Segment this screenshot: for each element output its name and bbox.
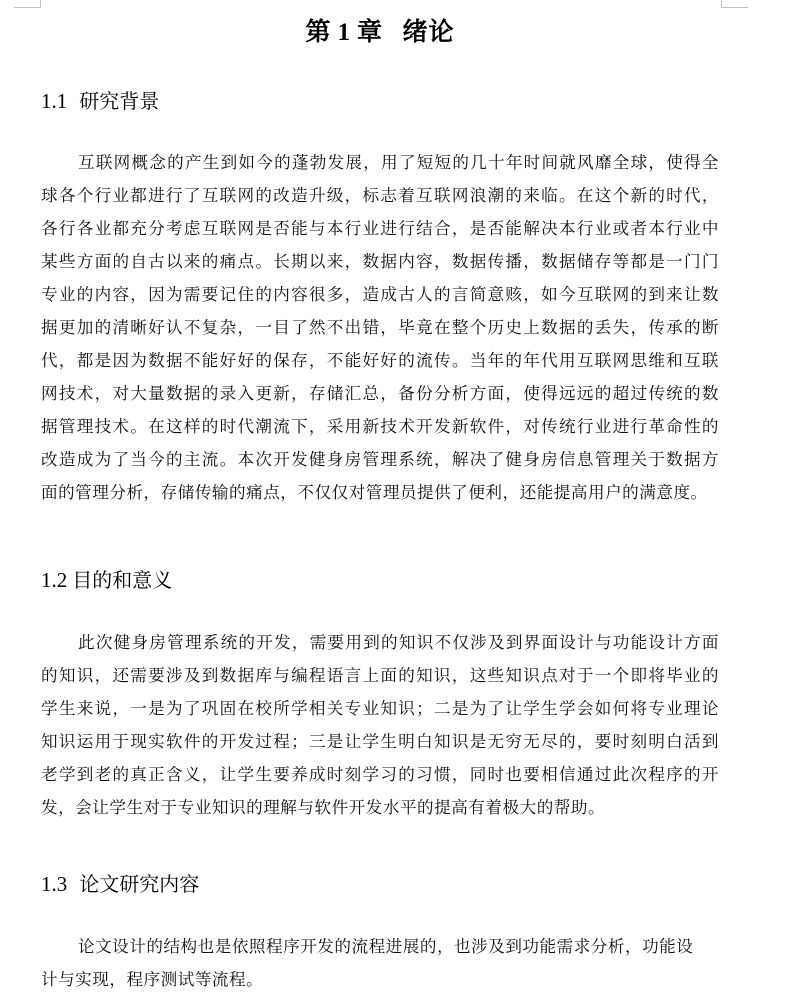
text-line: 此次健身房管理系统的开发，需要用到的知识不仅涉及到界面设计与功能设计方面	[78, 633, 719, 652]
text-line: 各行各业都充分考虑互联网是否能与本行业进行结合，是否能解决本行业或者本行业中	[41, 219, 719, 238]
section-number: 1.3	[41, 872, 68, 896]
paragraph-thesis-content	[41, 930, 719, 996]
section-number: 1.1	[41, 89, 68, 113]
text-line: 专业的内容，因为需要记住的内容很多，造成古人的言简意赅，如今互联网的到来让数	[41, 285, 719, 304]
section-number: 1.2	[41, 568, 68, 592]
chapter-prefix: 第	[305, 17, 332, 46]
paragraph-research-background	[41, 146, 719, 509]
text-line: 据更加的清晰好认不复杂，一目了然不出错，毕竟在整个历史上数据的丢失，传承的断	[41, 318, 719, 337]
text-line: 计与实现，程序测试等流程。	[41, 970, 264, 989]
paragraph-purpose-significance	[41, 626, 719, 824]
chapter-number: 1	[337, 19, 352, 46]
text-line: 据管理技术。在这样的时代潮流下，采用新技术开发新软件，对传统行业进行革命性的	[41, 417, 719, 436]
text-line: 面的管理分析，存储传输的痛点，不仅仅对管理员提供了便利，还能提高用户的满意度。	[41, 483, 708, 502]
section-heading-1-2	[41, 565, 172, 595]
section-heading-1-1	[41, 86, 159, 116]
text-line: 的知识，还需要涉及到数据库与编程语言上面的知识，这些知识点对于一个即将毕业的	[41, 666, 719, 685]
text-line: 老学到老的真正含义，让学生要养成时刻学习的习惯，同时也要相信通过此次程序的开	[41, 765, 719, 784]
chapter-suffix: 章 绪论	[357, 17, 455, 46]
text-line: 网技术，对大量数据的录入更新，存储汇总，备份分析方面，使得远远的超过传统的数	[41, 384, 719, 403]
text-line: 改造成为了当今的主流。本次开发健身房管理系统，解决了健身房信息管理关于数据方	[41, 450, 719, 469]
text-line: 代，都是因为数据不能好好的保存，不能好好的流传。当年的年代用互联网思维和互联	[41, 351, 719, 370]
section-title: 论文研究内容	[79, 872, 200, 896]
section-heading-1-3	[41, 869, 199, 899]
text-line: 发，会让学生对于专业知识的理解与软件开发水平的提高有着极大的帮助。	[41, 798, 606, 817]
section-title: 研究背景	[79, 89, 160, 113]
text-line: 学生来说，一是为了巩固在校所学相关专业知识；二是为了让学生学会如何将专业理论	[41, 699, 719, 718]
chapter-title	[41, 14, 719, 51]
text-line: 知识运用于现实软件的开发过程；三是让学生明白知识是无穷无尽的，要时刻明白活到	[41, 732, 719, 751]
section-title: 目的和意义	[72, 568, 173, 592]
text-line: 某些方面的自古以来的痛点。长期以来，数据内容，数据传播，数据储存等都是一门门	[41, 252, 719, 271]
text-line: 互联网概念的产生到如今的蓬勃发展，用了短短的几十年时间就风靡全球，使得全	[78, 153, 719, 172]
page-margin-corner-right	[721, 0, 748, 8]
text-line: 论文设计的结构也是依照程序开发的流程进展的，也涉及到功能需求分析，功能设	[78, 937, 694, 956]
page-margin-corner-left	[14, 0, 41, 8]
text-line: 球各个行业都进行了互联网的改造升级，标志着互联网浪潮的来临。在这个新的时代，	[41, 186, 719, 205]
